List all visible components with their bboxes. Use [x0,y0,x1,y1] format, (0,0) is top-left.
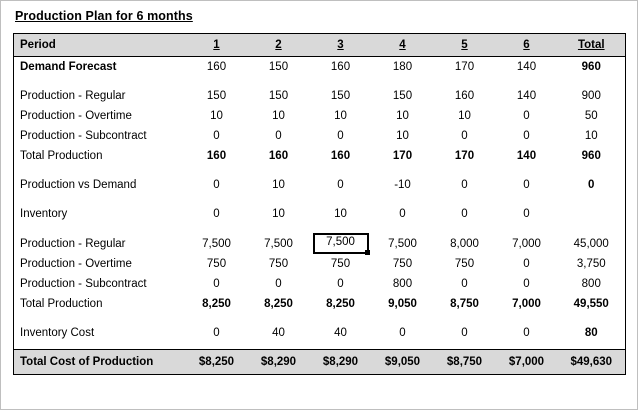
page-title: Production Plan for 6 months [15,9,193,23]
cell[interactable]: 0 [337,278,344,290]
cell[interactable]: 140 [516,90,537,102]
row-label: Production vs Demand [20,179,137,191]
spacer-cell [434,77,496,86]
cell[interactable]: 150 [392,90,413,102]
cell-total[interactable]: 10 [584,130,598,142]
spacer-row [14,77,626,86]
cell[interactable]: 0 [337,179,344,191]
footer-label: Total Cost of Production [14,350,186,375]
production-plan-table [13,33,626,375]
cell[interactable]: 750 [206,258,227,270]
cell[interactable]: 150 [206,90,227,102]
row-label: Production - Regular [20,237,126,250]
cell[interactable]: 10 [458,110,471,122]
spacer-row [14,314,626,323]
cell-total[interactable] [558,204,626,224]
cell[interactable]: 170 [392,150,413,162]
cell[interactable]: 0 [399,208,406,220]
row-label: Inventory [20,208,68,220]
cell[interactable]: 0 [213,179,220,191]
cell[interactable]: 10 [210,110,223,122]
selected-cell[interactable] [310,233,372,254]
cell[interactable]: 0 [523,110,530,122]
fill-handle[interactable] [365,250,370,255]
spacer-cell [434,224,496,233]
cell-total[interactable]: 0 [588,179,595,191]
cell[interactable]: 40 [334,327,347,339]
table-row[interactable] [14,204,626,224]
cell-total[interactable]: 50 [584,110,598,122]
cell-total[interactable]: 800 [581,278,601,290]
cell[interactable]: 8,250 [202,298,231,310]
cell[interactable]: 750 [454,258,475,270]
cell[interactable]: 10 [396,130,409,142]
cell[interactable]: 150 [330,90,351,102]
row-label: Production - Overtime [20,110,132,122]
cell[interactable]: 0 [461,208,468,220]
cell[interactable]: 0 [523,258,530,270]
column-header-period: Period [14,34,186,57]
spacer-cell [372,195,434,204]
spacer-cell [248,195,310,204]
spacer-cell [248,77,310,86]
table-row[interactable] [14,175,626,195]
spacer-cell [248,224,310,233]
spacer-cell [558,166,626,175]
row-label: Total Production [20,150,103,162]
footer-cell[interactable]: $7,000 [496,350,558,375]
cell-total[interactable]: 960 [581,150,601,162]
spacer-cell [558,224,626,233]
spacer-cell [434,314,496,323]
column-header-5: 5 [434,34,496,57]
row-label: Production - Subcontract [20,130,147,142]
table-row[interactable] [14,294,626,314]
spacer-cell [496,77,558,86]
selected-cell-value: 7,500 [313,233,369,254]
spacer-cell [310,77,372,86]
cell[interactable]: 10 [396,110,409,122]
footer-cell[interactable]: $8,290 [248,350,310,375]
spacer-cell [558,77,626,86]
spacer-cell [248,166,310,175]
spacer-cell [186,195,248,204]
cell-total[interactable]: 900 [581,90,601,102]
spacer-cell [434,195,496,204]
spacer-cell [186,166,248,175]
table-row[interactable] [14,274,626,294]
cell[interactable]: 160 [206,150,227,162]
cell[interactable]: 10 [272,179,285,191]
table-row[interactable] [14,106,626,126]
cell[interactable]: 0 [275,278,282,290]
spacer-cell [14,166,186,175]
cell[interactable]: 750 [268,258,289,270]
footer-cell[interactable]: $8,250 [186,350,248,375]
cell[interactable]: 0 [399,327,406,339]
cell[interactable]: 170 [454,150,475,162]
spacer-cell [372,224,434,233]
spacer-cell [186,77,248,86]
spacer-cell [14,77,186,86]
cell[interactable]: 40 [272,327,285,339]
spacer-cell [14,195,186,204]
table-footer-row [14,350,626,375]
row-label: Total Production [20,298,103,310]
table-header-row [14,34,626,57]
cell-total[interactable]: 3,750 [576,258,606,270]
production-plan-table-wrapper [13,33,625,375]
spacer-cell [558,314,626,323]
spacer-cell [14,314,186,323]
cell[interactable]: 750 [330,258,351,270]
cell[interactable]: 0 [523,179,530,191]
cell[interactable]: 0 [213,130,220,142]
cell[interactable]: 0 [461,327,468,339]
row-label: Production - Overtime [20,258,132,270]
cell[interactable]: 0 [213,208,220,220]
table-row[interactable] [14,57,626,78]
spacer-cell [310,195,372,204]
cell[interactable]: 140 [516,61,537,73]
cell[interactable]: 750 [392,258,413,270]
spacer-cell [496,224,558,233]
row-label: Demand Forecast [20,61,117,73]
cell[interactable]: 7,000 [512,298,541,310]
spacer-cell [310,166,372,175]
spacer-cell [310,224,372,233]
cell-total[interactable]: 80 [584,327,598,339]
cell[interactable]: 160 [330,150,351,162]
cell[interactable]: 7,500 [388,237,417,250]
spacer-cell [372,166,434,175]
spacer-cell [434,166,496,175]
cell[interactable]: 8,750 [450,298,479,310]
cell[interactable]: 10 [334,208,347,220]
table-row[interactable] [14,233,626,254]
cell[interactable]: 170 [454,61,475,73]
cell[interactable]: 8,250 [326,298,355,310]
footer-cell[interactable]: $9,050 [372,350,434,375]
spacer-cell [14,224,186,233]
cell[interactable]: -10 [394,179,411,191]
cell[interactable]: 0 [523,278,530,290]
column-header-6: 6 [496,34,558,57]
row-label: Inventory Cost [20,327,95,339]
table-row[interactable] [14,86,626,106]
cell[interactable]: 0 [523,208,530,220]
cell[interactable]: 8,000 [450,237,479,250]
cell[interactable]: 9,050 [388,298,417,310]
column-header-total: Total [558,34,626,57]
cell[interactable]: 0 [461,278,468,290]
cell[interactable]: 160 [206,61,227,73]
spacer-cell [372,77,434,86]
cell[interactable]: 150 [268,61,289,73]
spacer-cell [186,314,248,323]
cell[interactable]: 150 [268,90,289,102]
cell[interactable]: 0 [213,327,220,339]
cell[interactable]: 0 [523,130,530,142]
column-header-4: 4 [372,34,434,57]
spacer-cell [186,224,248,233]
spacer-cell [372,314,434,323]
cell[interactable]: 10 [334,110,347,122]
spacer-row [14,166,626,175]
table-row[interactable] [14,126,626,146]
spacer-row [14,195,626,204]
spacer-cell [496,314,558,323]
cell[interactable]: 7,000 [512,237,541,250]
footer-cell-total[interactable]: $49,630 [558,350,626,375]
cell[interactable]: 0 [275,130,282,142]
footer-cell[interactable]: $8,750 [434,350,496,375]
cell-total[interactable]: 45,000 [573,237,609,250]
table-row[interactable] [14,323,626,343]
cell-total[interactable]: 49,550 [573,298,609,310]
row-label: Production - Regular [20,90,126,102]
spacer-cell [558,195,626,204]
cell[interactable]: 7,500 [202,237,231,250]
column-header-1: 1 [186,34,248,57]
spacer-row [14,224,626,233]
table-row[interactable] [14,254,626,274]
table-row[interactable] [14,146,626,166]
cell[interactable]: 10 [272,208,285,220]
spacer-cell [310,314,372,323]
cell[interactable]: 800 [392,278,413,290]
cell[interactable]: 140 [516,150,537,162]
cell[interactable]: 180 [392,61,413,73]
row-label: Production - Subcontract [20,278,147,290]
cell-total[interactable]: 960 [581,61,601,73]
cell[interactable]: 0 [523,327,530,339]
footer-cell[interactable]: $8,290 [310,350,372,375]
cell[interactable]: 8,250 [264,298,293,310]
spacer-cell [248,314,310,323]
cell[interactable]: 0 [337,130,344,142]
cell[interactable]: 10 [272,110,285,122]
cell[interactable]: 0 [213,278,220,290]
cell[interactable]: 160 [268,150,289,162]
cell[interactable]: 160 [454,90,475,102]
spacer-cell [496,195,558,204]
cell[interactable]: 0 [461,179,468,191]
cell[interactable]: 0 [461,130,468,142]
cell[interactable]: 160 [330,61,351,73]
column-header-2: 2 [248,34,310,57]
cell[interactable]: 7,500 [264,237,293,250]
spacer-cell [496,166,558,175]
column-header-3: 3 [310,34,372,57]
